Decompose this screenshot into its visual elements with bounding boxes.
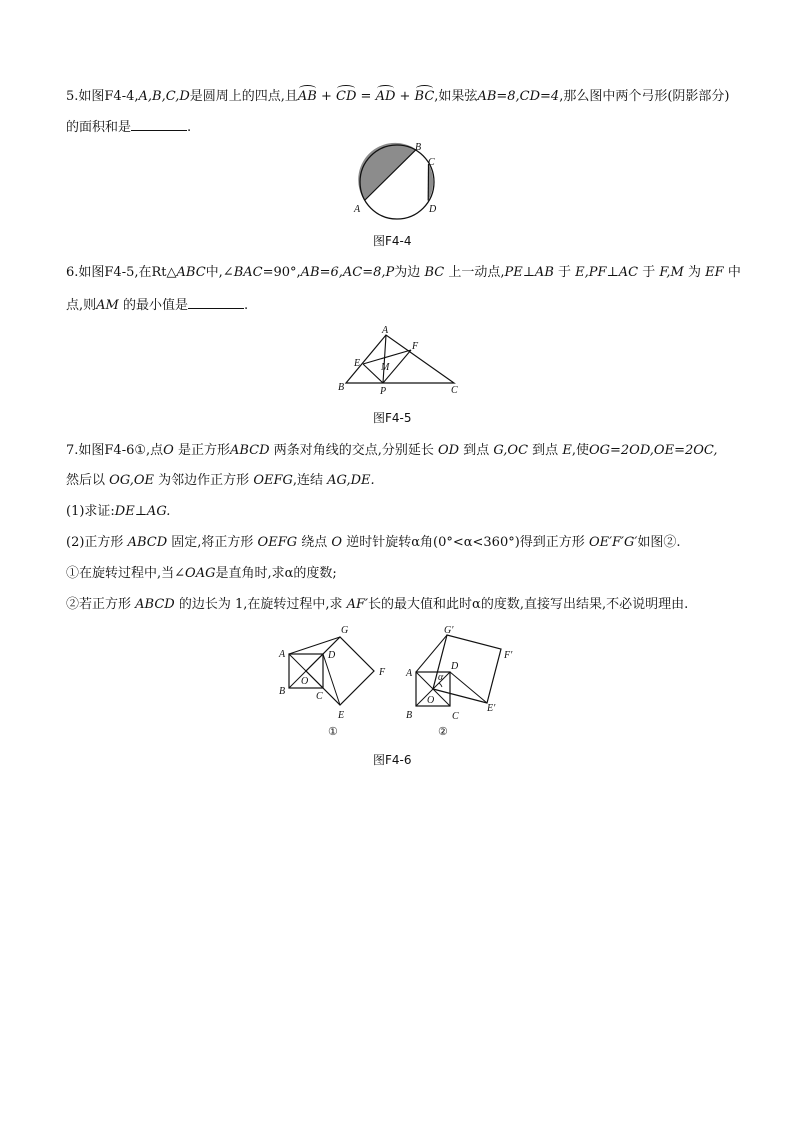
label-fig1: ① xyxy=(328,726,338,738)
p7-sub1: ①在旋转过程中,当∠OAG是直角时,求α的度数; xyxy=(66,566,337,581)
figure-f4-5 xyxy=(330,320,470,400)
label-a: A xyxy=(354,204,361,215)
p7-q1: (1)求证:DE⊥AG. xyxy=(66,504,171,519)
label-fig2: ② xyxy=(438,726,448,738)
figure-f4-4 xyxy=(340,140,460,220)
label-m: M xyxy=(381,362,390,373)
label-b: B xyxy=(279,686,286,697)
triangle-abc xyxy=(346,335,454,383)
arc-bc: BC xyxy=(414,89,435,104)
label-c: C xyxy=(428,157,435,168)
label-g: G xyxy=(341,625,349,636)
label-p: P xyxy=(380,386,387,397)
answer-blank xyxy=(188,296,244,309)
caption-f4-4: 图F4-4 xyxy=(373,234,412,248)
p7-line1: 7.如图F4-6①,点O 是正方形ABCD 两条对角线的交点,分别延长 OD 到点 G,OC 到点 E,使OG=2OD,OE=2OC, xyxy=(66,443,718,458)
label-e-prime: E′ xyxy=(487,703,496,714)
arc-cd: CD xyxy=(336,89,357,104)
label-o: O xyxy=(427,695,435,706)
label-b: B xyxy=(415,142,422,153)
label-d: D xyxy=(429,204,437,215)
label-a: A xyxy=(406,668,413,679)
label-f: F xyxy=(412,341,419,352)
angle-alpha-arc xyxy=(439,683,442,687)
segment-pe xyxy=(363,364,383,383)
arc-ab: AB xyxy=(297,89,317,104)
label-e: E xyxy=(338,710,345,721)
square-oe-f-g xyxy=(433,635,501,703)
label-c: C xyxy=(451,385,458,396)
label-f: F xyxy=(379,667,386,678)
segment-am xyxy=(383,335,386,383)
label-d: D xyxy=(451,661,459,672)
label-f-prime: F′ xyxy=(504,650,513,661)
p7-line2: 然后以 OG,OE 为邻边作正方形 OEFG,连结 AG,DE. xyxy=(66,473,375,488)
segment-ab-shaded xyxy=(358,143,416,201)
label-e: E xyxy=(354,358,361,369)
label-b: B xyxy=(338,382,345,393)
label-a: A xyxy=(382,325,389,336)
label-g-prime: G′ xyxy=(444,625,454,636)
figure-f4-6-1 xyxy=(275,620,395,740)
label-c: C xyxy=(452,711,459,722)
p5-line1: 5.如图F4-4,A,B,C,D是圆周上的四点,且AB + CD = AD + BC,如果弦AB=8,CD=4,那么图中两个弓形(阴影部分) xyxy=(66,89,730,104)
p6-line1: 6.如图F4-5,在Rt△ABC中,∠BAC=90°,AB=6,AC=8,P为边 BC 上一动点,PE⊥AB 于 E,PF⊥AC 于 F,M 为 EF 中 xyxy=(66,265,741,280)
p5-line2: 的面积和是 . xyxy=(66,120,192,135)
label-b: B xyxy=(406,710,413,721)
label-alpha: α xyxy=(438,672,444,683)
p7-sub2: ②若正方形 ABCD 的边长为 1,在旋转过程中,求 AF′长的最大值和此时α的度数,直接写出结果,不必说明理由. xyxy=(66,597,689,612)
segment-de xyxy=(323,654,340,705)
label-d: D xyxy=(328,650,336,661)
label-o: O xyxy=(301,676,309,687)
label-c: C xyxy=(316,691,323,702)
p6-line2: 点,则AM 的最小值是 . xyxy=(66,298,249,313)
caption-f4-5: 图F4-5 xyxy=(373,411,412,425)
p7-q2: (2)正方形 ABCD 固定,将正方形 OEFG 绕点 O 逆时针旋转α角(0°<α<360°)得到正方形 OE′F′G′如图②. xyxy=(66,535,681,550)
answer-blank xyxy=(131,118,187,131)
label-a: A xyxy=(279,649,286,660)
arc-ad: AD xyxy=(375,89,396,104)
figure-f4-6-2 xyxy=(398,620,528,740)
caption-f4-6: 图F4-6 xyxy=(373,753,412,767)
